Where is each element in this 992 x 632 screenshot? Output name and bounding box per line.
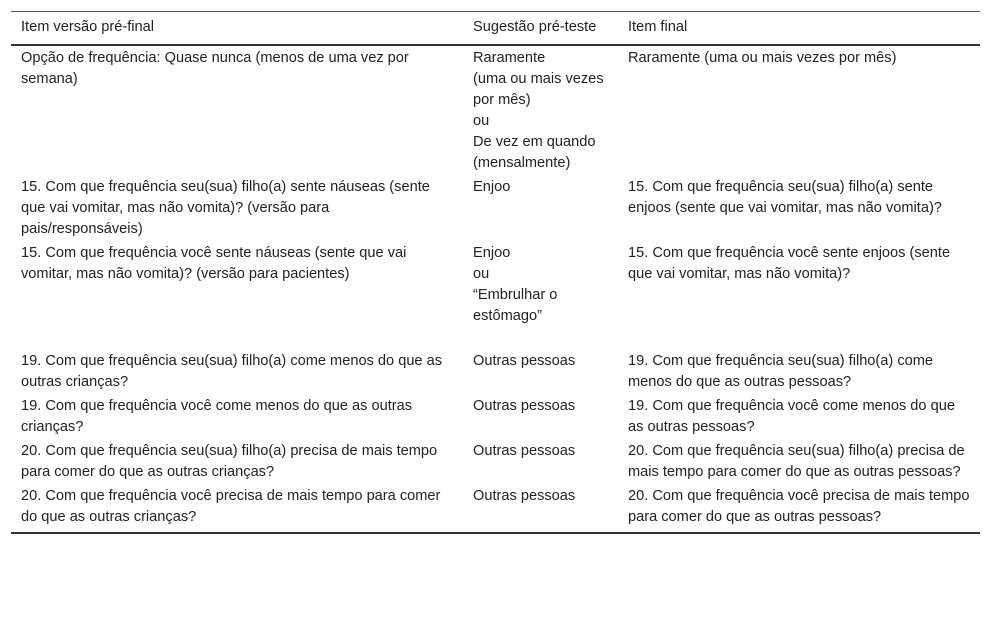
suggestion-line: Raramente xyxy=(473,50,546,66)
suggestion-line: (mensalmente) xyxy=(473,155,571,171)
table-body xyxy=(11,45,980,533)
cell-pre-final: 15. Com que frequência seu(sua) filho(a) sente náuseas (sente que vai vomitar, mas não vomita)? (versão para pais/responsáveis) xyxy=(21,179,430,237)
cell-suggestion xyxy=(463,485,618,533)
cell-final: 15. Com que frequência você sente enjoos (sente que vai vomitar, mas não vomita)? xyxy=(628,245,951,282)
cell-suggestion xyxy=(463,350,618,395)
suggestion-line: Enjoo xyxy=(473,179,511,195)
cell-final: 20. Com que frequência você precisa de mais tempo para comer do que as outras pessoas? xyxy=(628,488,970,525)
table-row xyxy=(11,45,980,176)
cell-final: 19. Com que frequência seu(sua) filho(a) come menos do que as outras pessoas? xyxy=(628,353,934,390)
cell-final: Raramente (uma ou mais vezes por mês) xyxy=(628,50,897,66)
cell-pre-final: 19. Com que frequência você come menos do que as outras crianças? xyxy=(21,398,413,435)
header-pretest-suggestion: Sugestão pré-teste xyxy=(473,19,597,35)
table-row xyxy=(11,395,980,440)
suggestion-line: ou xyxy=(473,266,490,282)
cell-final: 20. Com que frequência seu(sua) filho(a) precisa de mais tempo para comer do que as outras pessoas? xyxy=(628,443,965,480)
translation-table-container xyxy=(11,11,980,534)
header-pre-final-item: Item versão pré-final xyxy=(21,19,155,35)
spacer xyxy=(473,327,608,348)
cell-suggestion xyxy=(463,45,618,176)
suggestion-line: (uma ou mais vezes por mês) xyxy=(473,71,604,108)
translation-table xyxy=(11,11,980,534)
cell-pre-final: Opção de frequência: Quase nunca (menos de uma vez por semana) xyxy=(21,50,409,87)
table-row xyxy=(11,176,980,242)
cell-pre-final: 15. Com que frequência você sente náuseas (sente que vai vomitar, mas não vomita)? (versão para pacientes) xyxy=(21,245,407,282)
suggestion-line: Enjoo xyxy=(473,245,511,261)
suggestion-line: Outras pessoas xyxy=(473,353,576,369)
header-row xyxy=(11,12,980,46)
header-final-item: Item final xyxy=(628,19,688,35)
cell-final: 19. Com que frequência você come menos do que as outras pessoas? xyxy=(628,398,955,435)
cell-pre-final: 20. Com que frequência você precisa de mais tempo para comer do que as outras crianças? xyxy=(21,488,441,525)
table-row xyxy=(11,350,980,395)
cell-pre-final: 20. Com que frequência seu(sua) filho(a) precisa de mais tempo para comer do que as outras crianças? xyxy=(21,443,438,480)
suggestion-line: Outras pessoas xyxy=(473,398,576,414)
cell-suggestion xyxy=(463,176,618,242)
suggestion-line: Outras pessoas xyxy=(473,488,576,504)
cell-final: 15. Com que frequência seu(sua) filho(a) sente enjoos (sente que vai vomitar, mas não vomita)? xyxy=(628,179,942,216)
table-row xyxy=(11,242,980,350)
suggestion-line: De vez em quando xyxy=(473,134,596,150)
suggestion-line: Outras pessoas xyxy=(473,443,576,459)
suggestion-line: “Embrulhar o estômago” xyxy=(473,287,558,324)
cell-suggestion xyxy=(463,395,618,440)
table-row xyxy=(11,485,980,533)
table-header xyxy=(11,12,980,46)
table-row xyxy=(11,440,980,485)
cell-pre-final: 19. Com que frequência seu(sua) filho(a) come menos do que as outras crianças? xyxy=(21,353,443,390)
cell-suggestion xyxy=(463,242,618,350)
suggestion-line: ou xyxy=(473,113,490,129)
cell-suggestion xyxy=(463,440,618,485)
